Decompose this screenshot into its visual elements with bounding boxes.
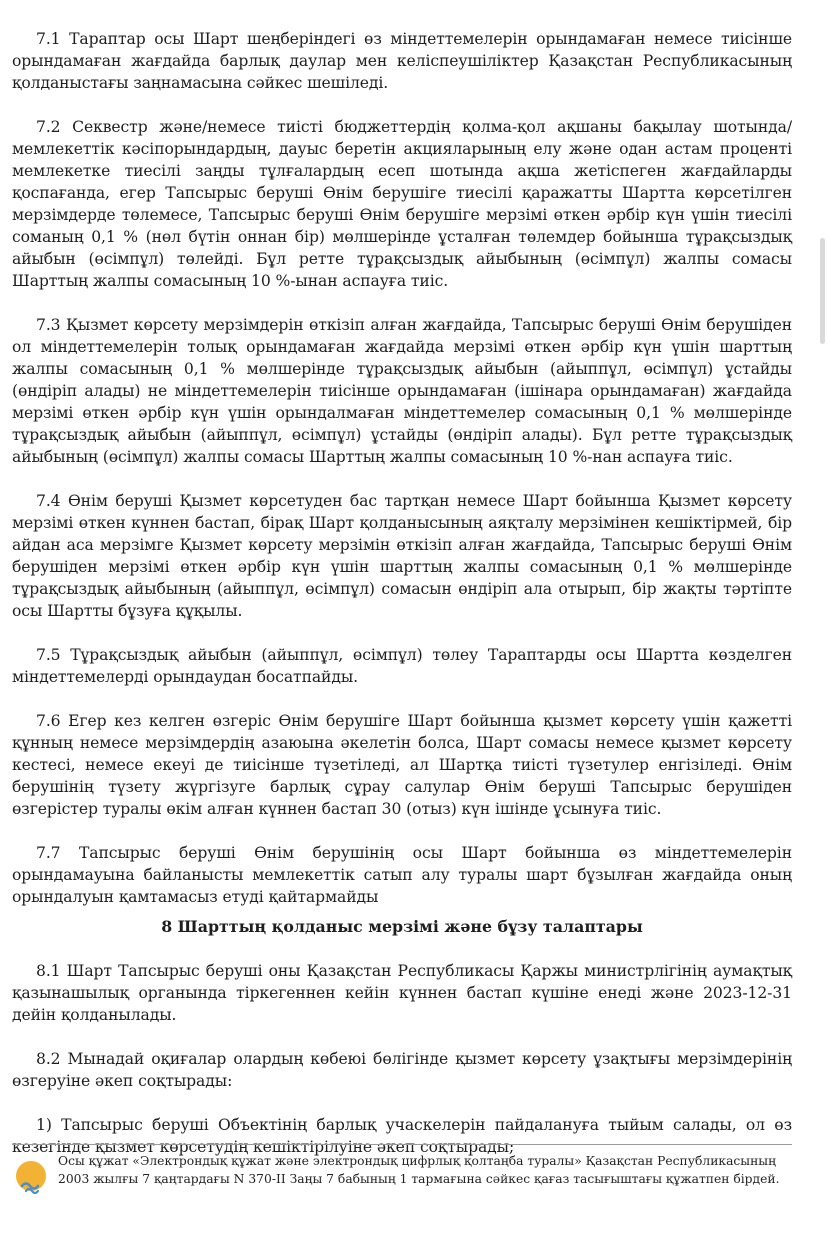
- paragraph-7-2: 7.2 Секвестр және/немесе тиісті бюджеттердің қолма-қол ақшаны бақылау шотында/мемлекеттік кәсіпорындардың, дауыс беретін акцияларының елу және одан астам проценті мемлекетке тиесілі заңды тұлғалардың есеп шотында ақша жетіспеген жағдайларды қоспағанда, егер Тапсырыс беруші Өнім берушіге тиесілі қаражатты Шартта көрсетілген мерзімдерде төлемесе, Тапсырыс беруші Өнім берушіге мерзімі өткен әрбір күн үшін тиесілі соманың 0,1 % (нөл бүтін оннан бір) мөлшерінде ұсталған төлемдер бойынша тұрақсыздық айыбын (өсімпұл) төлейді. Бұл ретте тұрақсыздық айыбының (өсімпұл) жалпы сомасы Шарттың жалпы сомасының 10 %-ынан аспауға тиіс.: [12, 118, 792, 290]
- paragraph-7-1: 7.1 Тараптар осы Шарт шеңберіндегі өз міндеттемелерін орындамаған немесе тиісінше орындамаған жағдайда барлық даулар мен келіспеушіліктер Қазақстан Республикасының қолданыстағы заңнамасына сәйкес шешіледі.: [12, 30, 792, 92]
- paragraph-7-6: 7.6 Егер кез келген өзгеріс Өнім берушіге Шарт бойынша қызмет көрсету үшін қажетті құнның немесе мерзімдердің азаюына әкелетін болса, Шарт сомасы немесе қызмет көрсету кестесі, немесе екеуі де тиісінше түзетіледі, ал Шартқа тиісті түзетулер енгізіледі. Өнім берушінің түзету жүргізуге барлық сұрау салулар Өнім беруші Тапсырыс берушіден өзгерістер туралы өкім алған күннен бастап 30 (отыз) күн ішінде ұсынуға тиіс.: [12, 712, 792, 818]
- document-footer: [12, 1144, 792, 1197]
- footer-legal-note: Осы құжат «Электрондық құжат және электрондық цифрлық қолтаңба туралы» Қазақстан Республикасының 2003 жылғы 7 қаңтардағы N 370-II Заңы 7 бабының 1 тармағына сәйкес қағаз тасығыштағы құжатпен бірдей.: [58, 1154, 780, 1186]
- paragraph-7-7: 7.7 Тапсырыс беруші Өнім берушінің осы Шарт бойынша өз міндеттемелерін орындамауына байланысты мемлекеттік сатып алу туралы шарт бұзылған жағдайда оның орындалуын қамтамасыз етуді қайтармайды: [12, 844, 792, 906]
- paragraph-8-1: 8.1 Шарт Тапсырыс беруші оны Қазақстан Республикасы Қаржы министрлігінің аумақтық қазынашылық органында тіркегеннен кейін күннен бастап күшіне енеді және 2023-12-31 дейін қолданылады.: [12, 962, 792, 1024]
- document-body: [12, 28, 792, 1180]
- paragraph-7-4: 7.4 Өнім беруші Қызмет көрсетуден бас тартқан немесе Шарт бойынша Қызмет көрсету мерзімі өткен күннен бастап, бірақ Шарт қолданысының аяқталу мерзімінен кешіктірмей, бір айдан аса мерзімге Қызмет көрсету мерзімін өткізіп алған жағдайда, Тапсырыс беруші Өнім берушіден мерзімі өткен әрбір күн үшін шарттың жалпы сомасының 0,1 % мөлшерінде тұрақсыздық айыбының (айыппұл, өсімпұл) сомасын өндіріп ала отырып, бір жақты тәртіпте осы Шартты бұзуға құқылы.: [12, 492, 792, 620]
- paragraph-8-2-item-1: 1) Тапсырыс беруші Объектінің барлық учаскелерін пайдалануға тыйым салады, ол өз кезегінде қызмет көрсетудің кешіктірілуіне әкеп соқтырады;: [12, 1116, 792, 1156]
- e-document-seal-icon: [12, 1159, 50, 1197]
- paragraph-7-5: 7.5 Тұрақсыздық айыбын (айыппұл, өсімпұл) төлеу Тараптарды осы Шартта көзделген міндеттемелерді орындаудан босатпайды.: [12, 646, 792, 686]
- vertical-scrollbar[interactable]: [820, 238, 825, 344]
- paragraph-8-2: 8.2 Мынадай оқиғалар олардың көбеюі бөлігінде қызмет көрсету ұзақтығы мерзімдерінің өзгеруіне әкеп соқтырады:: [12, 1050, 792, 1090]
- section-8-heading: 8 Шарттың қолданыс мерзімі және бұзу талаптары: [161, 917, 643, 936]
- paragraph-7-3: 7.3 Қызмет көрсету мерзімдерін өткізіп алған жағдайда, Тапсырыс беруші Өнім берушіден ол міндеттемелерін толық орындамаған жағдайда мерзімі өткен әрбір күн үшін шарттың жалпы сомасының 0,1 % мөлшерінде тұрақсыздық айыбын (айыппұл, өсімпұл) ұстайды (өндіріп алады) не міндеттемелерін тиісінше орындамаған (ішінара орындамаған) жағдайда мерзімі өткен әрбір күн үшін орындалмаған міндеттемелер сомасының 0,1 % мөлшерінде тұрақсыздық айыбын (айыппұл, өсімпұл) ұстайды (өндіріп алады). Бұл ретте тұрақсыздық айыбының (өсімпұл) жалпы сомасы Шарттың жалпы сомасының 10 %-нан аспауға тиіс.: [12, 316, 792, 466]
